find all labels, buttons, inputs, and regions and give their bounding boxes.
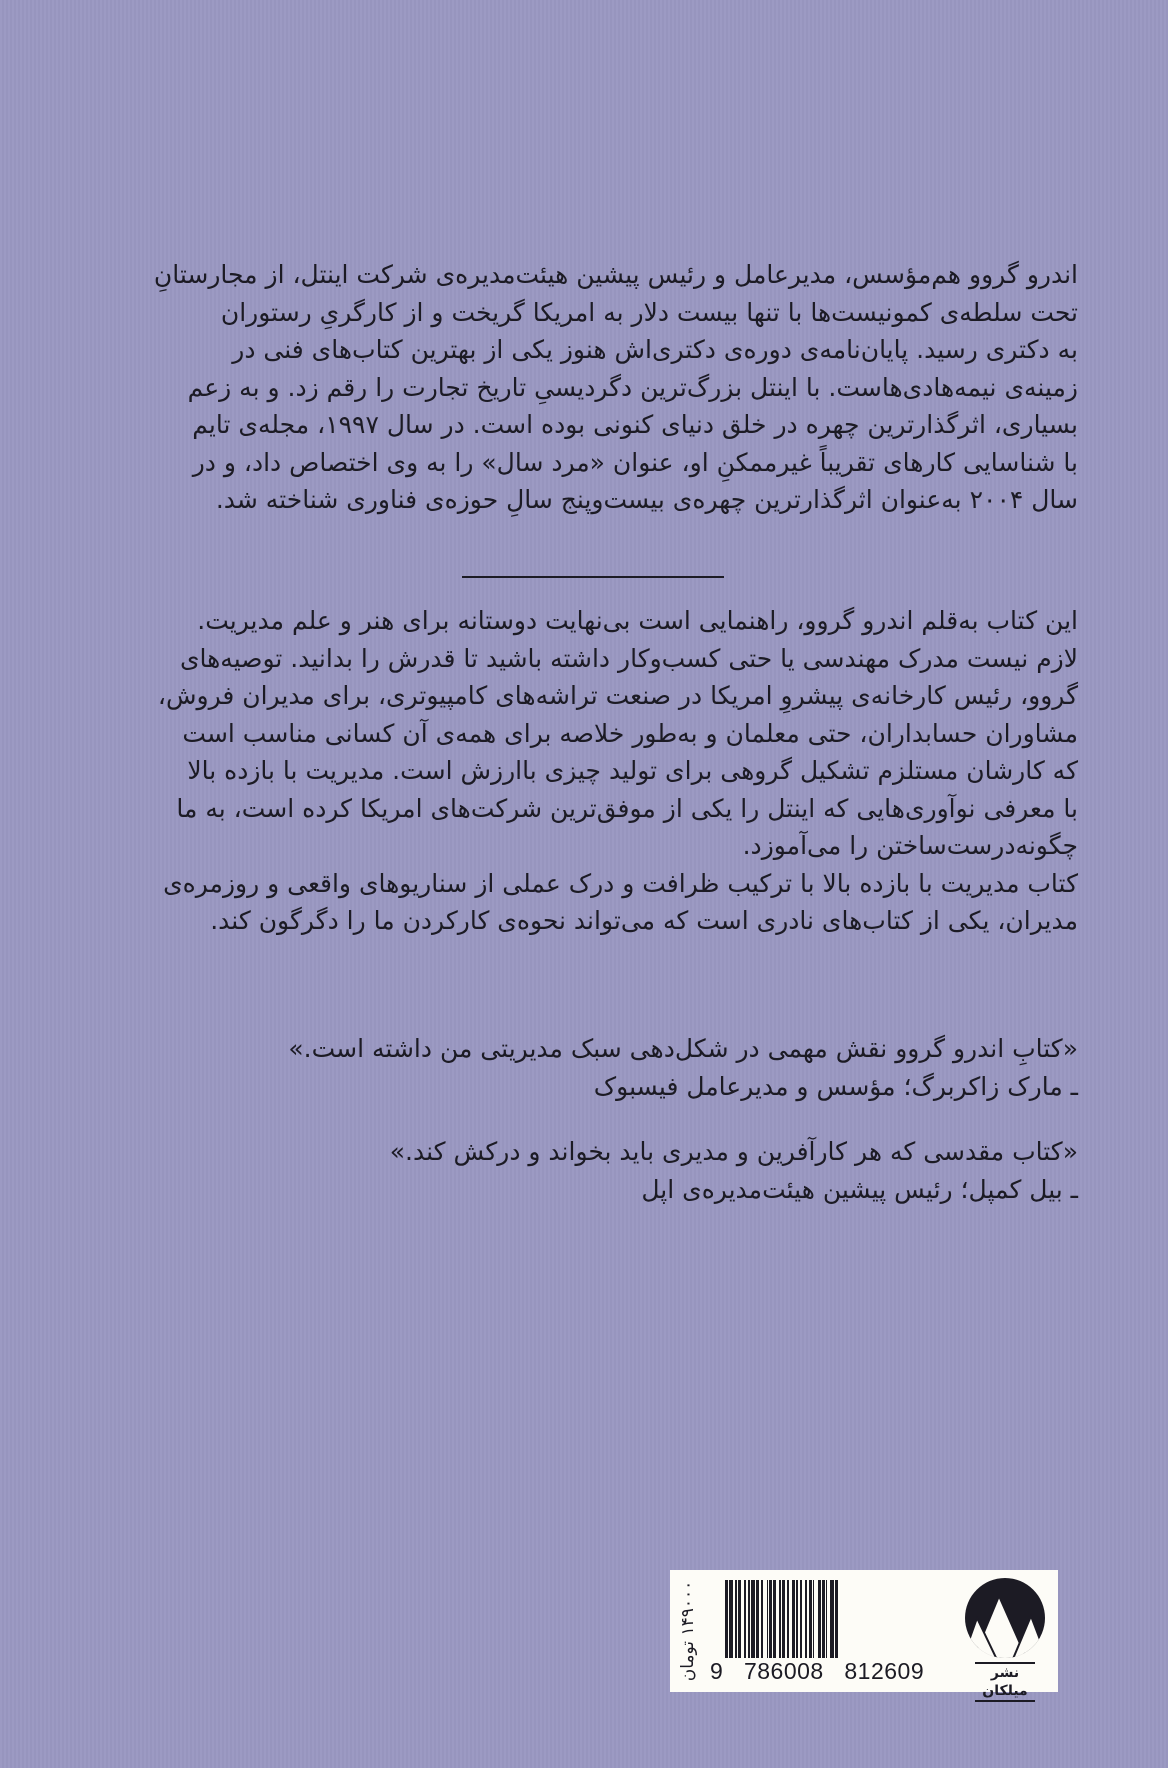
bio-line: سال ۲۰۰۴ به‌عنوان اثرگذارترین چهره‌ی بیست‌وپنج سالِ حوزه‌ی فناوری شناخته شد. — [215, 485, 1078, 514]
description-line: چگونه‌درست‌ساختن را می‌آموزد. — [742, 831, 1078, 860]
isbn-number: 9 786008 812609 — [710, 1658, 925, 1684]
bio-line: زمینه‌ی نیمه‌هادی‌هاست. با اینتل بزرگ‌ترین دگردیسیِ تاریخ تجارت را رقم زد. و به زعم — [187, 372, 1078, 402]
description-line: که کارشان مستلزم تشکیل گروهی برای تولید چیزی باارزش است. مدیریت با بازده بالا — [187, 756, 1078, 785]
endorsements — [288, 1030, 1078, 1236]
quote-text: «کتاب مقدسی که هر کارآفرین و مدیری باید بخواند و درکش کند.» — [389, 1137, 1078, 1166]
bio-line: با شناسایی کارهای تقریباً غیرممکنِ او، عنوان «مرد سال» را به وی اختصاص داد، و در — [192, 447, 1078, 477]
bio-line: بسیاری، اثرگذارترین چهره در خلق دنیای کنونی بوده است. در سال ۱۹۹۷، مجله‌ی تایم — [192, 410, 1078, 439]
author-bio — [153, 256, 1078, 519]
endorsement-quote — [389, 1133, 1078, 1208]
description-line: لازم نیست مدرک مهندسی یا حتی کسب‌وکار داشته باشید تا قدرش را بدانید. توصیه‌های — [179, 643, 1078, 673]
description-line: با معرفی نوآوری‌هایی که اینتل را یکی از موفق‌ترین شرکت‌های امریکا کرده است، به ما — [176, 793, 1078, 823]
description-line: مدیران، یکی از کتاب‌های نادری است که می‌تواند نحوه‌ی کارکردن ما را دگرگون کند. — [210, 906, 1078, 935]
endorsement-quote — [288, 1030, 1078, 1105]
publisher-name: نشر میلکان — [975, 1662, 1035, 1702]
description-line: مشاوران حسابداران، حتی معلمان و به‌طور خلاصه برای همه‌ی آن کسانی مناسب است — [182, 718, 1078, 748]
barcode-bars — [725, 1580, 935, 1670]
section-divider — [462, 576, 724, 578]
quote-attribution: ـ بیل کمپل؛ رئیس پیشین هیئت‌مدیره‌ی اپل — [641, 1174, 1078, 1204]
quote-text: «کتابِ اندرو گروو نقش مهمی در شکل‌دهی سبک مدیریتی من داشته است.» — [288, 1034, 1078, 1063]
description-line: کتاب مدیریت با بازده بالا با ترکیب ظرافت و درک عملی از سناریوهای واقعی و روزمره‌ی — [163, 868, 1078, 898]
description-line: این کتاب به‌قلم اندرو گروو، راهنمایی است بی‌نهایت دوستانه برای هنر و علم مدیریت. — [197, 606, 1078, 635]
description-line: گروو، رئیس کارخانه‌ی پیشروِ امریکا در صنعت تراشه‌های کامپیوتری، برای مدیران فروش، — [157, 681, 1078, 710]
price-text: ۱۴۹۰۰۰ تومان — [678, 1580, 699, 1682]
quote-attribution: ـ مارک زاکربرگ؛ مؤسس و مدیرعامل فیسبوک — [593, 1071, 1078, 1101]
bio-line: اندرو گروو هم‌مؤسس، مدیرعامل و رئیس پیشین هیئت‌مدیره‌ی شرکت اینتل، از مجارستانِ — [153, 260, 1078, 289]
bio-line: تحت سلطه‌ی کمونیست‌ها با تنها بیست دلار به امریکا گریخت و از کارگریِ رستوران — [220, 297, 1078, 327]
price-tag — [672, 1570, 704, 1692]
bio-line: به دکتری رسید. پایان‌نامه‌ی دوره‌ی دکتری‌اش هنوز یکی از بهترین کتاب‌های فنی در — [232, 335, 1078, 364]
book-description — [157, 602, 1078, 940]
barcode-label — [670, 1570, 1058, 1699]
